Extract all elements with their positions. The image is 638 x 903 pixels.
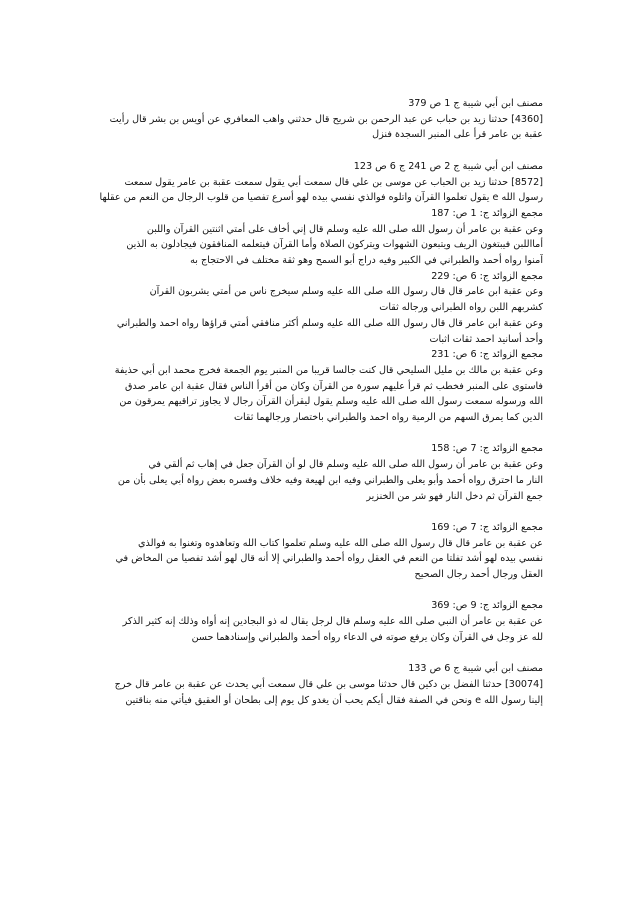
text-section	[83, 520, 543, 583]
section-gap	[83, 504, 543, 520]
text-line: فاستوى على المنبر فخطب ثم قرأ عليهم سورة من القرآن وكان من أقرأ الناس فقال عقبة ابن عامر صدق	[125, 380, 543, 392]
text-line: وعن عقبة ابن عامر قال قال رسول الله صلى الله عليه وسلم سيخرج ناس من أمتي يشربون القرآن	[149, 286, 543, 298]
text-section	[83, 159, 543, 426]
text-line: النار ما احترق رواه أحمد وأبو يعلى والطبراني وفيه ابن لهيعة وفيه خلاف وفسره بعض رواة أبي يعلى بأن من	[117, 474, 543, 486]
text-line: وعن عقبة ابن عامر قال قال رسول الله صلى الله عليه وسلم أكثر منافقي أمتي قراؤها رواه احمد والطبراني	[116, 317, 543, 329]
text-line: الدين كما يمرق السهم من الرمية رواه احمد والطبراني باختصار ورجالهما ثقات	[233, 412, 543, 424]
text-line: عقبة بن عامر قرأ على المنبر السجدة فنزل	[372, 129, 543, 141]
text-line: وعن عقبة بن مالك بن مليل السليحي قال كنت جالسا قريبا من المنبر يوم الجمعة فخرج محمد ابن أبي حذيفة	[114, 364, 543, 376]
section-gap	[83, 583, 543, 599]
text-line: لله عز وجل في القرآن وكان يرفع صوته في الدعاء رواه أحمد والطبراني وإسنادهما حسن	[191, 631, 543, 643]
text-line: مجمع الزوائد ج: 6 ص: 229	[431, 270, 543, 282]
text-line: وعن عقبة بن عامر أن رسول الله صلى الله عليه وسلم قال لو أن القرآن جعل في إهاب ثم ألقي في	[148, 459, 543, 471]
text-section	[83, 661, 543, 708]
text-line: [30074] حدثنا الفضل بن دكين قال حدثنا موسى بن علي قال سمعت أبي يحدث عن عقبة بن عامر قال خرج	[114, 678, 543, 690]
text-line: مجمع الزوائد ج: 6 ص: 231	[431, 349, 543, 361]
text-line: مصنف ابن أبي شيبة ج 6 ص 133	[408, 663, 543, 675]
text-line: [8572] حدثنا زيد بن الحباب عن موسى بن علي قال سمعت أبي يقول سمعت عقبة بن عامر يقول سمعت	[124, 176, 543, 188]
text-section	[83, 441, 543, 504]
text-line: نفسي بيده لهو أشد تفلتا من النعم في العقل رواه أحمد والطبراني إلا أنه قال لهو أشد تفصيا من المخاض في	[115, 553, 543, 565]
text-line: أمااللبن فيبتغون الريف ويتبعون الشهوات ويتركون الصلاة وأما القرآن فيتعلمه المنافقون فيجادلون به الذين	[126, 239, 543, 251]
text-line: عن عقبة بن عامر أن النبي صلى الله عليه وسلم قال لرجل يقال له ذو البجادين إنه أواه وذلك إنه كثير الذكر	[122, 616, 543, 628]
text-line: [4360] حدثنا زيد بن حباب عن عبد الرحمن بن شريح قال حدثني واهب المعافري عن أويس بن بشر قال رأيت	[109, 113, 543, 125]
text-line: وأحد أسانيد احمد ثقات اثبات	[429, 333, 543, 345]
section-gap	[83, 426, 543, 442]
text-line: مجمع الزوائد ج: 7 ص: 169	[431, 521, 543, 533]
text-line: مجمع الزوائد ج: 9 ص: 369	[431, 600, 543, 612]
section-gap	[83, 143, 543, 159]
text-line: مجمع الزوائد ج: 1 ص: 187	[431, 207, 543, 219]
text-line: العقل ورجال أحمد رجال الصحيح	[414, 569, 543, 581]
text-line: آمنوا رواه أحمد والطبراني في الكبير وفيه دراج أبو السمح وهو ثقة مختلف في الاحتجاج به	[190, 255, 543, 267]
text-line: مصنف ابن أبي شيبة ج 1 ص 379	[408, 98, 543, 109]
section-gap	[83, 646, 543, 662]
text-section	[83, 598, 543, 645]
text-line: الله ورسوله سمعت رسول الله صلى الله عليه وسلم يقول ليقرأن القرآن رجال لا يجاوز تراقيهم يمرقون من	[119, 396, 543, 408]
text-line: مجمع الزوائد ج: 7 ص: 158	[431, 443, 543, 455]
text-line: وعن عقبة بن عامر أن رسول الله صلى الله عليه وسلم قال إني أخاف على أمتي اثنتين القرآن واللبن	[146, 223, 543, 235]
text-line: إلينا رسول الله e ونحن في الصفة فقال أيكم يحب أن يغدو كل يوم إلى بطحان أو العقيق فيأتي منه بناقتين	[125, 694, 543, 706]
text-line: رسول الله e يقول تعلموا القرآن واتلوه فوالذي نفسي بيده لهو أسرع تفصيا من قلوب الرجال من النعم من عقلها	[99, 192, 543, 204]
document-body	[83, 96, 543, 708]
text-line: عن عقبة بن عامر قال قال رسول الله صلى الله عليه وسلم تعلموا كتاب الله وتعاهدوه وتغنوا به فوالذي	[138, 537, 543, 549]
text-line: جمع القرآن ثم دخل النار فهو شر من الخنزير	[366, 490, 543, 502]
text-line: مصنف ابن أبي شيبة ج 2 ص 241 ج 6 ص 123	[353, 160, 543, 172]
text-section	[83, 96, 543, 143]
text-line: كشربهم اللبن رواه الطبراني ورجاله ثقات	[379, 302, 543, 314]
